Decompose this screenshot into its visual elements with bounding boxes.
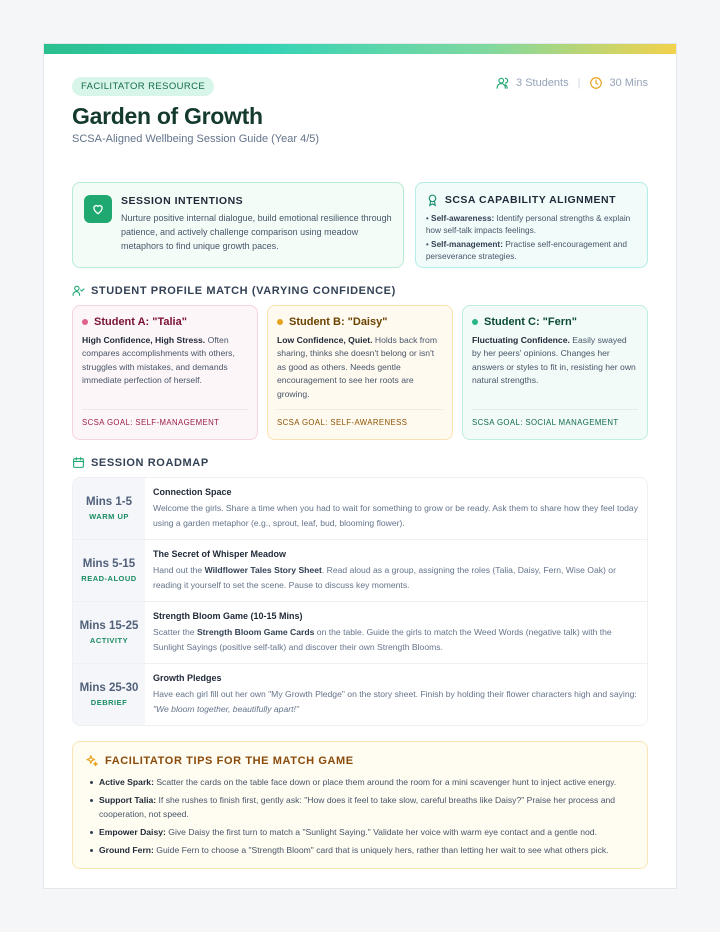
session-guide-page: [43, 43, 677, 889]
student-name: Student A: "Talia": [94, 316, 187, 328]
step-description: Have each girl fill out her own "My Growth Pledge" on the story sheet. Finish by holding their flower characters high and saying: "We bloom together, beautifully apart!": [153, 689, 637, 714]
student-card-talia: [72, 305, 258, 440]
gradient-top-bar: [44, 44, 676, 54]
intentions-text: Nurture positive internal dialogue, build emotional resilience through patience, and actively challenge comparison using meadow metaphors to find unique growth paces.: [121, 213, 392, 251]
profiles-heading: STUDENT PROFILE MATCH (VARYING CONFIDENCE): [72, 284, 648, 297]
step-minutes: Mins 25-30: [79, 682, 139, 694]
tip-item: Support Talia: If she rushes to finish first, gently ask: "How does it feel to take slow, careful breaths like Daisy?" Praise her process and cooperation, not speed.: [99, 793, 633, 821]
step-label: ACTIVITY: [89, 636, 129, 645]
step-title: Growth Pledges: [153, 673, 222, 683]
scsa-item: • Self-awareness: Identify personal strengths & explain how self-talk impacts feelings.: [425, 213, 631, 235]
roadmap-heading: SESSION ROADMAP: [72, 456, 648, 469]
sparkles-icon: [85, 754, 99, 768]
student-name: Student B: "Daisy": [289, 316, 388, 328]
page-subtitle: SCSA-Aligned Wellbeing Session Guide (Year 4/5): [72, 133, 320, 145]
status-dot: [82, 319, 88, 325]
session-meta: [496, 76, 648, 90]
step-label: WARM UP: [89, 512, 129, 521]
roadmap-row: [73, 663, 647, 725]
roadmap-table: [72, 477, 648, 726]
student-description: Fluctuating Confidence. Easily swayed by her peers' opinions. Changes her answers or styles to fit in, resisting her own natural strengths.: [472, 335, 636, 386]
intentions-title: SESSION INTENTIONS: [121, 195, 244, 207]
student-goal: SCSA GOAL: SELF-MANAGEMENT: [82, 409, 248, 427]
roadmap-row: [73, 478, 647, 539]
facilitator-tips-card: [72, 741, 648, 869]
step-label: DEBRIEF: [90, 698, 128, 707]
student-goal: SCSA GOAL: SOCIAL MANAGEMENT: [472, 409, 638, 427]
step-description: Hand out the Wildflower Tales Story Sheet. Read aloud as a group, assigning the roles (Talia, Daisy, Fern, Wise Oak) or reading it yourself to set the scene. Pause to discuss key moments.: [153, 565, 616, 590]
tips-heading: FACILITATOR TIPS FOR THE MATCH GAME: [85, 754, 633, 768]
step-minutes: Mins 1-5: [85, 496, 132, 508]
student-name: Student C: "Fern": [484, 316, 577, 328]
scsa-alignment-card: [415, 182, 648, 268]
step-title: The Secret of Whisper Meadow: [153, 549, 287, 559]
facilitator-badge: FACILITATOR RESOURCE: [72, 77, 214, 96]
step-label: READ-ALOUD: [81, 574, 137, 583]
status-dot: [472, 319, 478, 325]
roadmap-row: [73, 539, 647, 601]
heart-icon: [84, 195, 112, 223]
tip-item: Ground Fern: Guide Fern to choose a "Strength Bloom" card that is uniquely hers, rather than letting her wait to see what others pick.: [99, 843, 633, 857]
tip-item: Active Spark: Scatter the cards on the table face down or place them around the room for a mini scavenger hunt to inject active energy.: [99, 775, 633, 789]
step-minutes: Mins 5-15: [82, 558, 136, 570]
student-card-fern: [462, 305, 648, 440]
clock-icon: [589, 76, 603, 90]
roadmap-row: [73, 601, 647, 663]
step-description: Welcome the girls. Share a time when you had to wait for something to grow or be ready. Ask them to share how they feel today using a garden metaphor (e.g., sprout, leaf, bud, blooming flower).: [153, 503, 639, 528]
student-count: 3 Students: [516, 77, 569, 89]
student-card-daisy: [267, 305, 453, 440]
users-icon: [496, 76, 510, 90]
student-description: High Confidence, High Stress. Often compares accomplishments with others, struggles with mistakes, and demands immediate perfection of herself.: [82, 335, 235, 386]
student-description: Low Confidence, Quiet. Holds back from sharing, thinks she doesn't belong or isn't as good as others. Needs gentle encouragement to see her roots are growing.: [277, 335, 437, 399]
status-dot: [277, 319, 283, 325]
step-title: Strength Bloom Game (10-15 Mins): [153, 611, 303, 621]
session-duration: 30 Mins: [609, 77, 648, 89]
user-check-icon: [72, 284, 85, 297]
tip-item: Empower Daisy: Give Daisy the first turn to match a "Sunlight Saying." Validate her voice with warm eye contact and a gentle nod.: [99, 825, 633, 839]
scsa-item: • Self-management: Practise self-encouragement and perseverance strategies.: [425, 239, 628, 261]
calendar-icon: [72, 456, 85, 469]
session-intentions-card: [72, 182, 404, 268]
meta-divider: |: [577, 77, 581, 89]
step-title: Connection Space: [153, 487, 232, 497]
step-description: Scatter the Strength Bloom Game Cards on the table. Guide the girls to match the Weed Words (negative talk) with the Sunlight Sayings (positive self-talk) and discover their own Strength Blooms.: [153, 627, 612, 652]
page-title: Garden of Growth: [72, 103, 263, 129]
award-icon: [426, 193, 439, 207]
step-minutes: Mins 15-25: [79, 620, 139, 632]
student-goal: SCSA GOAL: SELF-AWARENESS: [277, 409, 443, 427]
scsa-title: SCSA CAPABILITY ALIGNMENT: [444, 194, 616, 206]
